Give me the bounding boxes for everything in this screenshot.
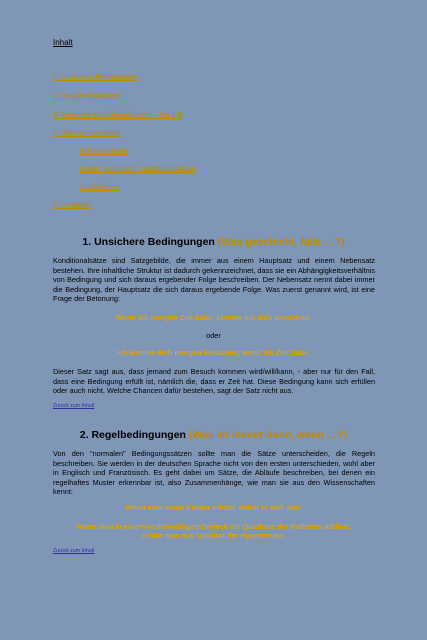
section2-example-1: Wenn man einen Körper erhitzt, dehnt er sich aus. [125,503,302,512]
section1-example-1: Wenn ich morgen Zeit habe, komme ich dich besuchen. [116,313,311,322]
section1-heading-question: (Was geschieht, falls …?) [217,236,345,248]
toc-link-zusaetzliches[interactable]: Zusätzliches [80,182,120,191]
toc-link-normale-konditionalsaetze[interactable]: in den "normalen" Konditionalsätzen [80,164,196,173]
back-to-contents-link-1[interactable]: Zurück zum Inhalt [53,403,95,409]
section1-heading [0,236,427,248]
toc-title: Inhalt [53,38,73,47]
back-to-contents-link-2[interactable]: Zurück zum Inhalt [53,548,95,554]
toc-link-regelbedingungen[interactable]: 2. Regelbedingungen [53,91,122,100]
section1-paragraph: Konditionalsätze sind Satzgebilde, die immer aus einem Hauptsatz und einem Nebensatz bestehen. Ihre inhaltliche Struktur ist dadurch gekennzeichnet, dass sie ein Abhängigkeitsverhältnis von Bedingung und sich daraus ergebender Folge beschreiben. Der Nebensatz nennt dabei immer die Bedingung, der Hauptsatz die sich daraus ergebende Folge. Was zuerst genannt wird, ist eine Frage der Betonung: [53,256,375,304]
section2-heading-text: 2. Regelbedingungen [79,429,186,441]
toc-link-zeitenverwendung[interactable]: 4. Zeitenverwendung [53,128,121,137]
section1-or: oder [206,331,221,340]
section2-heading-question: (Was ist immer dann, wenn …?) [188,429,348,441]
section1-heading-text: 1. Unsichere Bedingungen [82,236,215,248]
section1-paragraph-2: Dieser Satz sagt aus, dass jemand zum Besuch kommen wird/will/kann, - aber nur für den Fall, dass eine Bedingung erfüllt ist, nämlich die, dass er Zeit hat. Diese Bedingung kann sich erfüllen oder auch nicht. Welche Chancen dafür bestehen, sagt der Satz nicht aus. [53,367,375,396]
toc-link-lerntipps[interactable]: 5. Lerntipps [53,200,91,209]
toc-link-arten-von-konditionalsaetzen[interactable]: 3. Arten von Konditionalsätzen – Typ 1-3 [53,110,182,119]
toc-link-in-regelsaetzen[interactable]: in Regelsätzen [80,146,128,155]
section2-example-2-line-1: Wenn man in einem rechtwinkligen Dreieck die Quadrate der Katheten addiert, [75,522,352,531]
section1-example-2: Ich komme dich morgen besuchen, wenn ich Zeit habe. [116,348,311,357]
toc-link-unsichere-bedingungen[interactable]: 1. Unsichere Bedingungen [53,72,138,81]
section2-paragraph: Von den "normalen" Bedingungssätzen sollte man die Sätze unterscheiden, die Regeln beschreiben. Sie werden in der deutschen Sprache nicht von den ersten unterschieden, wohl aber in Englisch und Französisch. Es geht dabei um Sätze, die Abläufe beschreiben, bei denen ein regelhaftes Muster erkennbar ist, also Zusammenhänge, wie man sie aus den Wissenschaften kennt: [53,449,375,497]
section2-heading [0,429,427,441]
section2-example-2-line-2: erhält man das Quadrat der Hypotenuse. [142,531,285,540]
